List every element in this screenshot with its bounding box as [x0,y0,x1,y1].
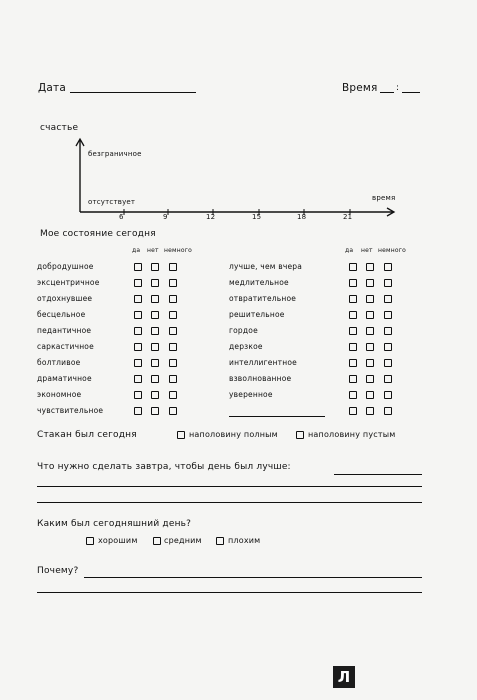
tomorrow-question: Что нужно сделать завтра, чтобы день был лучше: [37,462,291,472]
state-label: добродушное [37,262,94,271]
state-checkbox-no[interactable] [151,359,159,367]
state-checkbox-no[interactable] [366,295,374,303]
state-label: гордое [229,326,258,335]
state-checkbox-no[interactable] [151,279,159,287]
state-checkbox-little[interactable] [169,263,177,271]
state-checkbox-yes[interactable] [134,359,142,367]
day-bad-label: плохим [228,536,261,545]
state-checkbox-yes[interactable] [349,359,357,367]
state-checkbox-no[interactable] [151,327,159,335]
state-label: интеллигентное [229,358,297,367]
glass-half-empty-label: наполовину пустым [308,430,396,439]
tomorrow-answer-line[interactable] [37,502,422,503]
state-checkbox-no[interactable] [366,327,374,335]
day-average-label: средним [164,536,202,545]
state-checkbox-no[interactable] [151,375,159,383]
state-checkbox-yes[interactable] [349,375,357,383]
state-checkbox-yes[interactable] [349,407,357,415]
state-checkbox-no[interactable] [151,343,159,351]
state-checkbox-little[interactable] [384,311,392,319]
chart-tick-label: 18 [297,213,307,221]
happiness-axes [0,0,477,240]
state-checkbox-little[interactable] [169,295,177,303]
state-checkbox-yes[interactable] [134,391,142,399]
tomorrow-answer-line[interactable] [334,474,422,475]
state-checkbox-yes[interactable] [349,263,357,271]
state-checkbox-no[interactable] [151,263,159,271]
state-label: отдохнувшее [37,294,93,303]
why-question: Почему? [37,566,79,576]
state-label: саркастичное [37,342,94,351]
state-checkbox-yes[interactable] [349,343,357,351]
col-header-no: нет [361,247,373,254]
state-label: лучше, чем вчера [229,262,303,271]
time-separator: : [396,83,400,93]
state-checkbox-no[interactable] [151,311,159,319]
chart-tick-label: 21 [343,213,353,221]
day-average-checkbox[interactable] [153,537,161,545]
state-checkbox-no[interactable] [366,359,374,367]
state-label: решительное [229,310,285,319]
state-label: экономное [37,390,82,399]
state-checkbox-yes[interactable] [349,327,357,335]
state-checkbox-little[interactable] [169,391,177,399]
col-header-yes: да [132,247,141,254]
state-checkbox-no[interactable] [151,407,159,415]
state-label: бесцельное [37,310,86,319]
state-title: Мое состояние сегодня [40,229,156,239]
publisher-logo: Л [333,666,355,688]
state-checkbox-yes[interactable] [134,295,142,303]
state-checkbox-little[interactable] [169,311,177,319]
state-checkbox-little[interactable] [384,407,392,415]
state-checkbox-yes[interactable] [134,263,142,271]
state-label: эксцентричное [37,278,100,287]
custom-state-field[interactable] [229,416,325,417]
why-answer-line[interactable] [37,592,422,593]
chart-tick-label: 15 [252,213,262,221]
state-checkbox-little[interactable] [169,343,177,351]
state-checkbox-yes[interactable] [349,391,357,399]
state-checkbox-yes[interactable] [349,295,357,303]
state-checkbox-little[interactable] [384,295,392,303]
state-checkbox-little[interactable] [384,375,392,383]
day-good-checkbox[interactable] [86,537,94,545]
chart-tick-label: 9 [163,213,168,221]
state-label: дерзкое [229,342,263,351]
state-checkbox-no[interactable] [366,279,374,287]
state-checkbox-yes[interactable] [134,279,142,287]
state-label: педантичное [37,326,92,335]
chart-y-title: счастье [40,123,79,133]
state-checkbox-no[interactable] [151,391,159,399]
state-label: чувствительное [37,406,104,415]
state-label: драматичное [37,374,92,383]
glass-half-empty-checkbox[interactable] [296,431,304,439]
state-checkbox-no[interactable] [366,391,374,399]
state-checkbox-little[interactable] [384,343,392,351]
state-checkbox-little[interactable] [169,279,177,287]
state-checkbox-little[interactable] [384,391,392,399]
state-checkbox-little[interactable] [384,279,392,287]
state-checkbox-no[interactable] [151,295,159,303]
state-checkbox-little[interactable] [384,263,392,271]
day-bad-checkbox[interactable] [216,537,224,545]
state-checkbox-yes[interactable] [134,327,142,335]
why-answer-line[interactable] [84,577,422,578]
tomorrow-answer-line[interactable] [37,486,422,487]
chart-x-label: время [372,194,396,202]
col-header-little: немного [164,247,192,254]
state-checkbox-yes[interactable] [134,311,142,319]
col-header-little: немного [378,247,406,254]
day-rating-question: Каким был сегодняшний день? [37,519,192,529]
glass-half-full-label: наполовину полным [189,430,278,439]
chart-top-label: безграничное [88,150,142,158]
state-checkbox-yes[interactable] [349,311,357,319]
state-checkbox-yes[interactable] [134,343,142,351]
state-checkbox-no[interactable] [366,311,374,319]
state-checkbox-little[interactable] [169,359,177,367]
chart-tick-label: 6 [119,213,124,221]
state-label: медлительное [229,278,289,287]
glass-half-full-checkbox[interactable] [177,431,185,439]
col-header-no: нет [147,247,159,254]
state-checkbox-little[interactable] [169,407,177,415]
state-checkbox-no[interactable] [366,263,374,271]
state-checkbox-little[interactable] [384,327,392,335]
chart-bottom-label: отсутствует [88,198,136,206]
state-label: уверенное [229,390,273,399]
state-label: болтливое [37,358,81,367]
day-good-label: хорошим [98,536,138,545]
state-label: отвратительное [229,294,297,303]
state-checkbox-yes[interactable] [134,407,142,415]
state-checkbox-yes[interactable] [349,279,357,287]
glass-label: Стакан был сегодня [37,430,137,440]
state-checkbox-no[interactable] [366,343,374,351]
col-header-yes: да [345,247,354,254]
time-label: Время [342,82,378,94]
state-checkbox-yes[interactable] [134,375,142,383]
state-checkbox-no[interactable] [366,375,374,383]
state-checkbox-little[interactable] [384,359,392,367]
state-checkbox-little[interactable] [169,327,177,335]
date-label: Дата [38,82,66,94]
state-checkbox-little[interactable] [169,375,177,383]
state-checkbox-no[interactable] [366,407,374,415]
chart-tick-label: 12 [206,213,216,221]
state-label: взволнованное [229,374,292,383]
